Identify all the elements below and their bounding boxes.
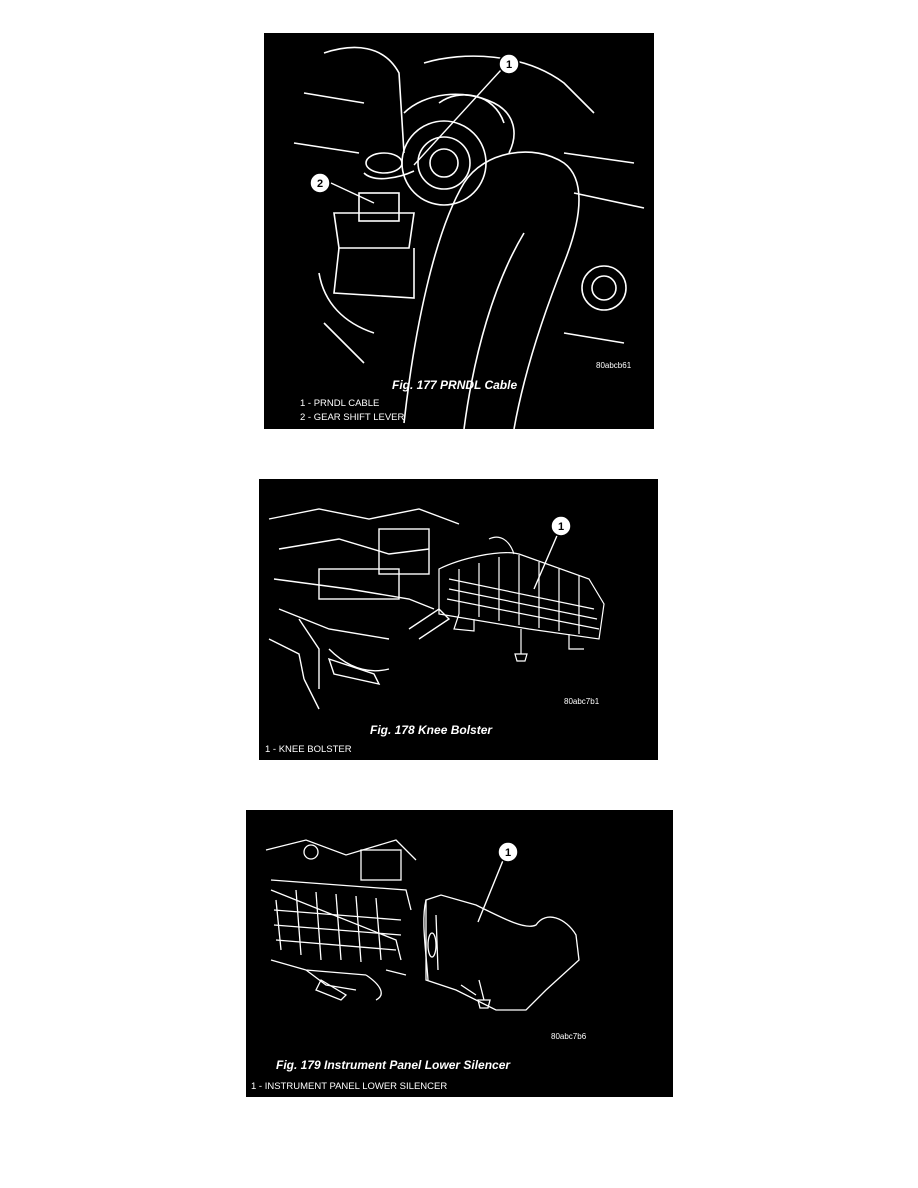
figure-caption: Fig. 179 Instrument Panel Lower Silencer (276, 1058, 511, 1072)
callout-2-label: 2 (316, 178, 324, 190)
knee-bolster-illustration (259, 479, 658, 760)
figure-code: 80abc7b6 (551, 1032, 587, 1041)
callout-1-label: 1 (504, 847, 512, 859)
figure-legend-item: 1 - PRNDL CABLE (300, 398, 380, 409)
figure-legend-item: 2 - GEAR SHIFT LEVER (300, 412, 405, 423)
figure-caption: Fig. 177 PRNDL Cable (392, 378, 518, 392)
figure-178-knee-bolster (259, 479, 658, 760)
figure-code: 80abcb61 (596, 361, 632, 370)
callout-1-label: 1 (505, 59, 513, 71)
figure-179-instrument-panel-lower-silencer (246, 810, 673, 1097)
figure-177-prndl-cable (264, 33, 654, 429)
figure-legend-item: 1 - INSTRUMENT PANEL LOWER SILENCER (251, 1081, 448, 1092)
figure-legend-item: 1 - KNEE BOLSTER (265, 744, 352, 755)
lower-silencer-illustration (246, 810, 673, 1097)
figure-code: 80abc7b1 (564, 697, 600, 706)
callout-1-label: 1 (557, 521, 565, 533)
figure-caption: Fig. 178 Knee Bolster (370, 723, 493, 737)
